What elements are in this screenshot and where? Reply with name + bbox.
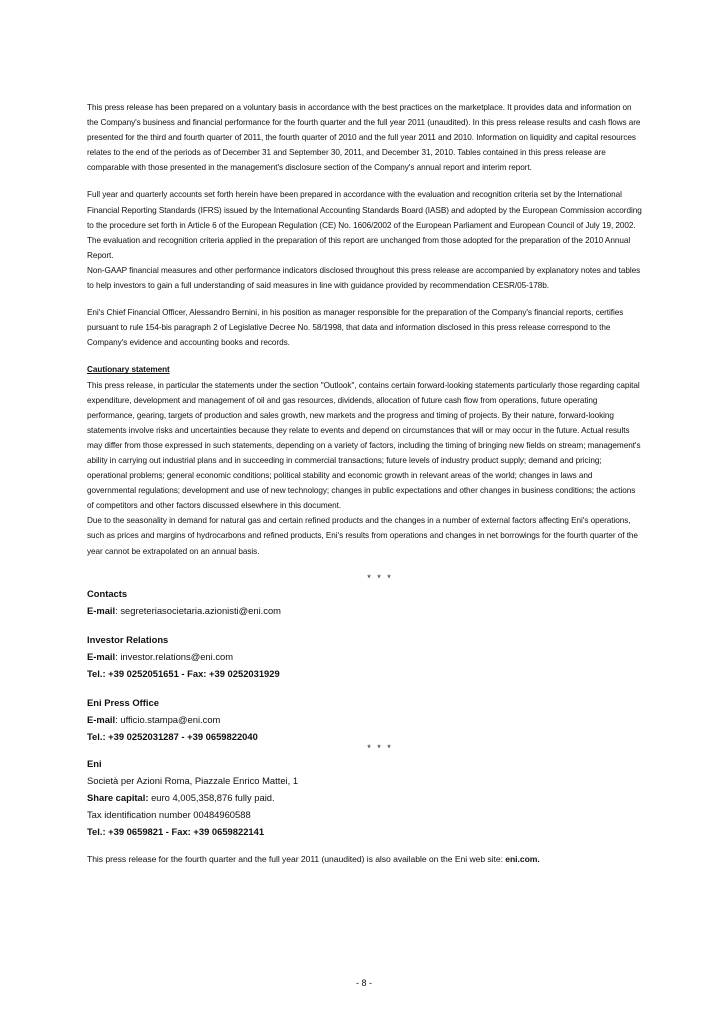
press-office-title: Eni Press Office: [87, 696, 159, 708]
cautionary-statement-title: Cautionary statement: [87, 365, 170, 375]
non-gaap-paragraph: Non-GAAP financial measures and other performance indicators disclosed throughout this press release are accompanied by explanatory notes and tables to help investors to gain a full understanding of said measures in line with guidance provided by recommendation CESR/05-178b.: [87, 265, 641, 291]
press-office-block: [87, 694, 643, 745]
page-number: - 8 -: [355, 978, 372, 988]
investor-relations-email-row: [87, 648, 643, 665]
contacts-email-row: [87, 602, 643, 619]
intro-paragraph-2: Full year and quarterly accounts set forth herein have been prepared in accordance with the evaluation and recognition criteria set by the International Financial Reporting Standards (IFRS) issued by the International Accounting Standards Board (IASB) and adopted by the European Commission according to the procedure set forth in Article 6 of the European Regulation (CE) No. 1606/2002 of the European Parliament and European Council of July 19, 2002. The evaluation and recognition criteria applied in the preparation of this report are unchanged from those adopted for the preparation of the 2010 Annual Report. Non-GAAP financial measures and other performance indicators disclosed throughout this press release are accompanied by explanatory notes and tables to help investors to gain a full understanding of said measures in line with guidance provided by recommendation CESR/05-178b.: [87, 187, 643, 293]
share-capital-label: Share capital:: [87, 791, 149, 803]
press-office-email-row: [87, 711, 643, 728]
closing-text: This press release for the fourth quarter and the full year 2011 (unaudited) is also available on the Eni web site:: [87, 853, 506, 864]
cautionary-statement: [87, 362, 643, 558]
eni-website-link[interactable]: eni.com.: [505, 853, 540, 864]
eni-address: Società per Azioni Roma, Piazzale Enrico Mattei, 1: [87, 774, 299, 786]
eni-title: Eni: [87, 757, 102, 769]
email-label: E-mail: [87, 650, 116, 662]
separator: * * *: [367, 572, 393, 583]
press-office-email[interactable]: : ufficio.stampa@eni.com: [115, 713, 221, 725]
investor-relations-title: Investor Relations: [87, 633, 169, 645]
investor-relations-email[interactable]: : investor.relations@eni.com: [115, 650, 234, 662]
separator: * * *: [367, 742, 393, 753]
press-office-tel: Tel.: +39 0252031287 - +39 0659822040: [87, 730, 258, 742]
contacts-email[interactable]: : segreteriasocietaria.azionisti@eni.com: [115, 604, 281, 616]
share-capital-value: euro 4,005,358,876 fully paid.: [148, 791, 275, 803]
investor-relations-block: [87, 631, 643, 682]
cautionary-statement-text: This press release, in particular the statements under the section "Outlook", contains certain forward-looking statements particularly those regarding capital expenditure, development and management of oil and gas resources, dividends, allocation of future cash flow from operations, future operating performance, gearing, targets of production and sales growth, new markets and the progress and timing of projects. By their nature, forward-looking statements involve risks and uncertainties because they relate to events and depend on circumstances that will or may occur in the future. Actual results may differ from those expressed in such statements, depending on a variety of factors, including the timing of bringing new fields on stream; management's ability in carrying out industrial plans and in succeeding in commercial transactions; future levels of industry product supply; demand and pricing; operational problems; general economic conditions; political stability and economic growth in relevant areas of the world; changes in laws and governmental regulations; development and use of new technology; changes in public expectations and other changes in business conditions; the actions of competitors and other factors discussed elsewhere in this document.: [87, 380, 641, 511]
intro-paragraph-1: This press release has been prepared on a voluntary basis in accordance with the best practices on the marketplace. It provides data and information on the Company's business and financial performance for the fourth quarter and the full year 2011 (unaudited). In this press release results and cash flows are presented for the third and fourth quarter of 2011, the fourth quarter of 2010 and the full year 2011 and 2010. Information on liquidity and capital resources relates to the end of the periods as of December 31 and September 30, 2011, and December 31, 2010. Tables contained in this press release are comparable with those presented in the management's disclosure section of the Company's annual report and interim report.: [87, 103, 641, 173]
email-label: E-mail: [87, 713, 116, 725]
eni-tel: Tel.: +39 0659821 - Fax: +39 0659822141: [87, 825, 265, 837]
tax-id: Tax identification number 00484960588: [87, 808, 251, 820]
investor-relations-tel: Tel.: +39 0252051651 - Fax: +39 0252031929: [87, 667, 280, 679]
cfo-certification-paragraph: Eni's Chief Financial Officer, Alessandro Bernini, in his position as manager responsible for the preparation of the Company's financial reports, certifies pursuant to rule 154-bis paragraph 2 of Legislative Decree No. 58/1998, that data and information disclosed in this press release correspond to the Company's evidence and accounting books and records.: [87, 308, 624, 348]
document-page: [87, 100, 643, 879]
seasonality-text: Due to the seasonality in demand for natural gas and certain refined products and the changes in a number of external factors affecting Eni's operations, such as prices and margins of hydrocarbons and refined products, Eni's results from operations and changes in net borrowings for the fourth quarter of the year cannot be extrapolated on an annual basis.: [87, 516, 638, 556]
eni-info-block: [87, 755, 643, 840]
email-label: E-mail: [87, 604, 116, 616]
contacts-title: Contacts: [87, 587, 128, 599]
contacts-block: [87, 585, 643, 619]
closing-paragraph: [87, 852, 643, 867]
share-capital-row: [87, 789, 643, 806]
